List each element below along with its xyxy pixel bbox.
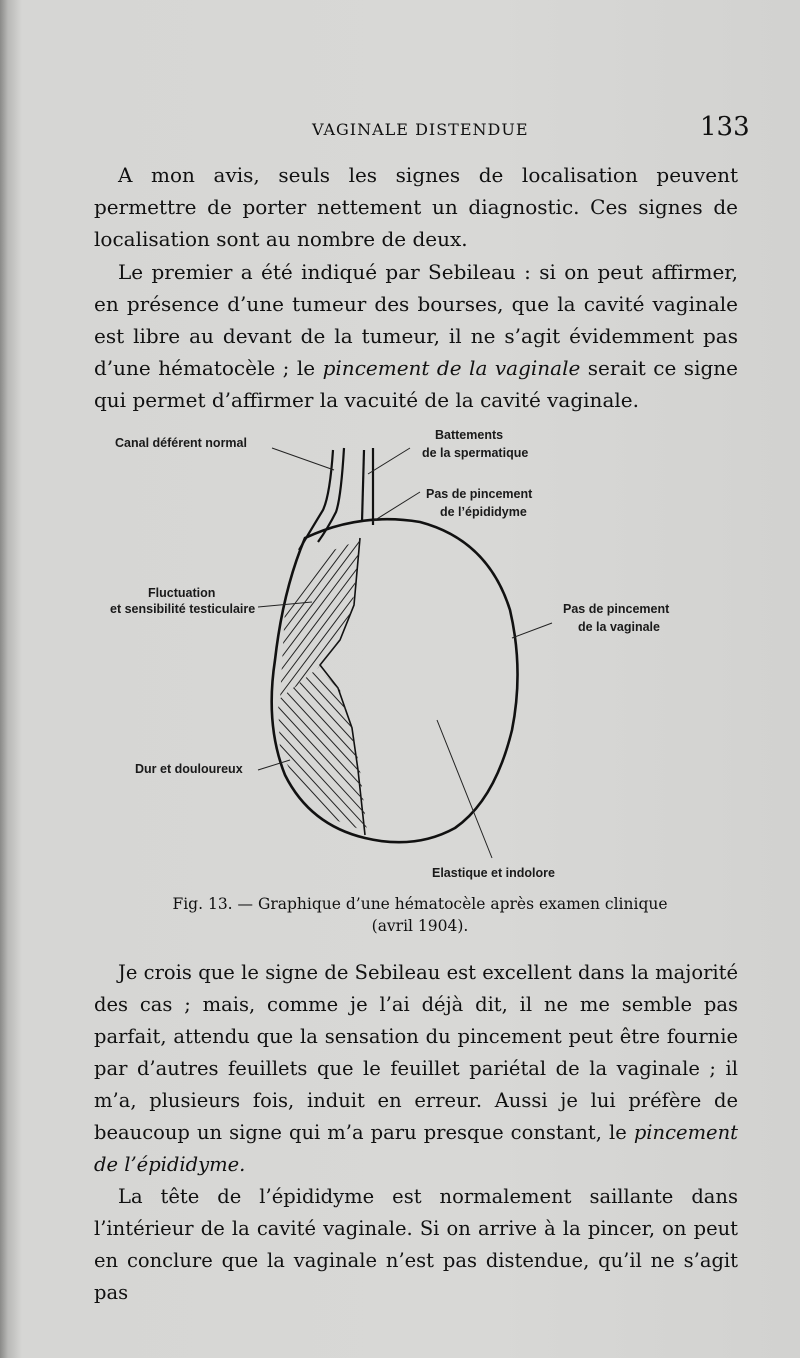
running-title: VAGINALE DISTENDUE: [312, 120, 529, 139]
label-pas-vaginale-1: Pas de pincement: [563, 602, 670, 616]
label-fluctuation-1: Fluctuation: [148, 586, 216, 600]
label-battements-1: Battements: [435, 428, 504, 442]
epididymis-boundary: [320, 538, 365, 835]
leader-canal: [272, 448, 334, 470]
leader-battements: [368, 448, 410, 474]
label-dur-douloureux: Dur et douloureux: [135, 762, 243, 776]
caption-line-2: (avril 1904).: [371, 917, 469, 935]
page-number: 133: [700, 112, 750, 142]
paragraph-2-emphasis: pincement de la vaginale: [322, 356, 581, 380]
paragraph-2-text-end: serait ce signe qui permet d’affirmer la vacuité de la cavité vaginale.: [94, 356, 738, 412]
paragraph-4-text: La tête de l’épididyme est normalement saillante dans l’intérieur de la cavité vaginale. Si on arrive à la pincer, on peut en conclure que la vaginale n’est pas distendue, qu’il ne s’agit pas: [94, 1185, 738, 1304]
figure-caption: [140, 893, 700, 937]
vas-deferens-left-edge: [299, 450, 333, 550]
paragraph-4: [94, 1181, 738, 1309]
leader-elastique: [437, 720, 492, 858]
leader-dur: [258, 760, 290, 770]
leader-pas-vaginale: [512, 623, 552, 638]
paragraph-1-text: A mon avis, seuls les signes de localisation peuvent permettre de porter nettement un diagnostic. Ces signes de localisation sont au nombre de deux.: [94, 163, 738, 251]
label-canal-deferent: Canal déférent normal: [115, 436, 247, 450]
label-pas-epididyme-1: Pas de pincement: [426, 487, 533, 501]
figure-13: [0, 410, 800, 890]
label-pas-vaginale-2: de la vaginale: [578, 620, 660, 634]
label-fluctuation-2: et sensibilité testiculaire: [110, 602, 256, 616]
paragraph-3-emphasis: pincement de l’épididyme.: [94, 1121, 738, 1176]
label-elastique-indolore: Elastique et indolore: [432, 866, 555, 880]
caption-line-1: Fig. 13. — Graphique d’une hématocèle après examen clinique: [172, 895, 668, 913]
hematocele-diagram: [0, 410, 800, 890]
paragraph-1: [94, 159, 738, 255]
paragraph-3: [94, 957, 738, 1181]
label-battements-2: de la spermatique: [422, 446, 529, 460]
spermatic-left-edge: [362, 450, 364, 522]
page-header: [0, 112, 800, 146]
paragraph-3-text: Je crois que le signe de Sebileau est excellent dans la majorité des cas ; mais, comme je l’ai déjà dit, il ne me semble pas parfait, attendu que la sensation du pincement peut être fournie par d’autres feuillets que le feuillet pariétal de la vaginale ; il m’a, plusieurs fois, induit en erreur. Aussi je lui préfère de beaucoup un signe qui m’a paru presque constant, le: [94, 961, 738, 1144]
paragraph-2: [94, 256, 738, 416]
label-pas-epididyme-2: de l’épididyme: [440, 505, 527, 519]
leader-pas-epididyme: [372, 492, 420, 522]
paragraph-2-text-start: Le premier a été indiqué par Sebileau : si on peut affirmer, en présence d’une tumeur des bourses, que la cavité vaginale est libre au devant de la tumeur, il ne s’agit évidemment pas d’une hématocèle ; le: [94, 260, 738, 380]
